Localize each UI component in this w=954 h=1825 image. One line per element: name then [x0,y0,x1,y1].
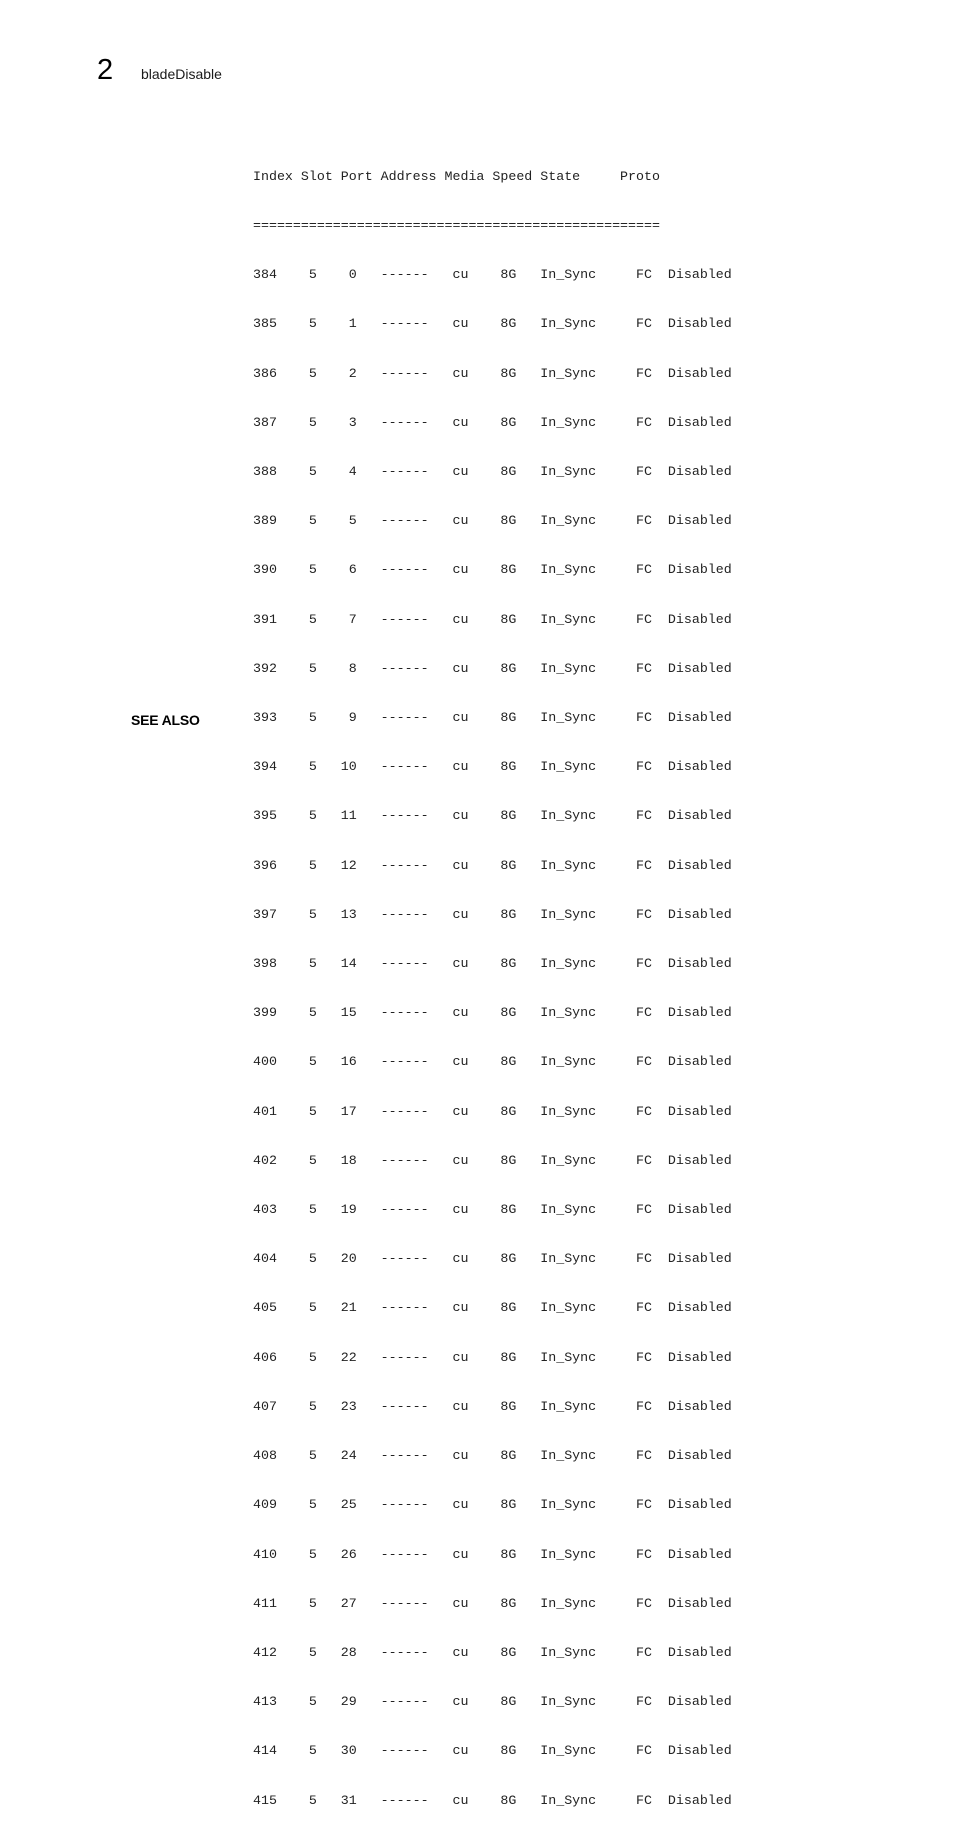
cli-row: 390 5 6 ------ cu 8G In_Sync FC Disabled [253,562,732,578]
cli-row: 406 5 22 ------ cu 8G In_Sync FC Disabled [253,1349,732,1365]
cli-row: 410 5 26 ------ cu 8G In_Sync FC Disabled [253,1546,732,1562]
cli-row: 393 5 9 ------ cu 8G In_Sync FC Disabled [253,710,732,726]
chapter-number: 2 [97,54,114,86]
cli-output-block [253,136,732,1825]
cli-row: 398 5 14 ------ cu 8G In_Sync FC Disabled [253,956,732,972]
cli-separator-line: =================================================== [253,218,660,234]
running-head: bladeDisable [141,66,222,82]
cli-row: 384 5 0 ------ cu 8G In_Sync FC Disabled [253,267,732,283]
cli-row: 397 5 13 ------ cu 8G In_Sync FC Disabled [253,906,732,922]
cli-row: 388 5 4 ------ cu 8G In_Sync FC Disabled [253,464,732,480]
see-also-heading: SEE ALSO [131,712,200,728]
cli-row: 400 5 16 ------ cu 8G In_Sync FC Disabled [253,1054,732,1070]
cli-row: 407 5 23 ------ cu 8G In_Sync FC Disabled [253,1398,732,1414]
cli-row: 396 5 12 ------ cu 8G In_Sync FC Disabled [253,857,732,873]
cli-row: 392 5 8 ------ cu 8G In_Sync FC Disabled [253,660,732,676]
cli-row: 408 5 24 ------ cu 8G In_Sync FC Disabled [253,1448,732,1464]
cli-row: 412 5 28 ------ cu 8G In_Sync FC Disabled [253,1644,732,1660]
cli-row: 391 5 7 ------ cu 8G In_Sync FC Disabled [253,611,732,627]
cli-row: 403 5 19 ------ cu 8G In_Sync FC Disabled [253,1202,732,1218]
cli-row: 413 5 29 ------ cu 8G In_Sync FC Disabled [253,1694,732,1710]
cli-row: 404 5 20 ------ cu 8G In_Sync FC Disabled [253,1251,732,1267]
cli-row: 414 5 30 ------ cu 8G In_Sync FC Disabled [253,1743,732,1759]
cli-row: 415 5 31 ------ cu 8G In_Sync FC Disabled [253,1792,732,1808]
cli-row: 385 5 1 ------ cu 8G In_Sync FC Disabled [253,316,732,332]
cli-row: 395 5 11 ------ cu 8G In_Sync FC Disabled [253,808,732,824]
cli-row: 386 5 2 ------ cu 8G In_Sync FC Disabled [253,365,732,381]
cli-header-line: Index Slot Port Address Media Speed State Proto [253,168,660,184]
cli-row: 399 5 15 ------ cu 8G In_Sync FC Disabled [253,1005,732,1021]
cli-row: 394 5 10 ------ cu 8G In_Sync FC Disabled [253,759,732,775]
cli-row: 405 5 21 ------ cu 8G In_Sync FC Disabled [253,1300,732,1316]
cli-row: 409 5 25 ------ cu 8G In_Sync FC Disabled [253,1497,732,1513]
cli-row: 401 5 17 ------ cu 8G In_Sync FC Disabled [253,1103,732,1119]
cli-row: 387 5 3 ------ cu 8G In_Sync FC Disabled [253,414,732,430]
cli-row: 389 5 5 ------ cu 8G In_Sync FC Disabled [253,513,732,529]
cli-row: 402 5 18 ------ cu 8G In_Sync FC Disabled [253,1152,732,1168]
cli-row: 411 5 27 ------ cu 8G In_Sync FC Disabled [253,1595,732,1611]
